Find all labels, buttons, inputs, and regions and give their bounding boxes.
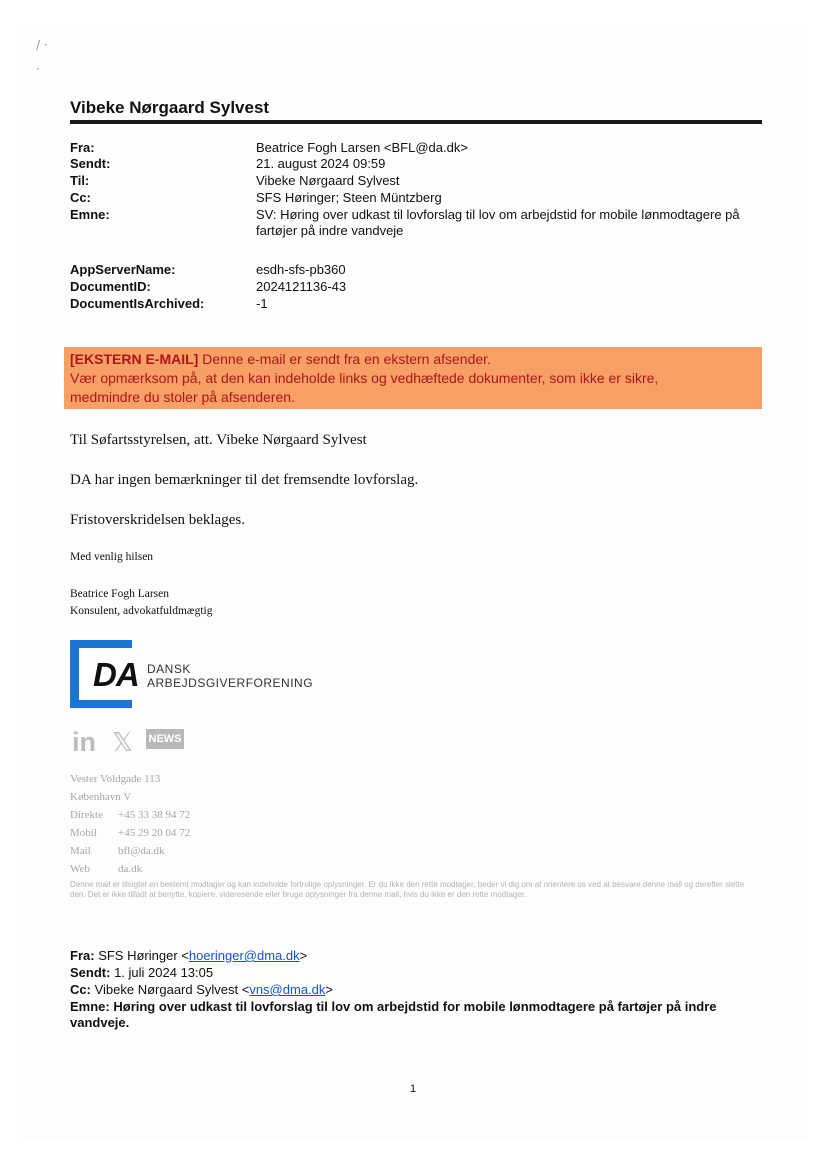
- confidentiality-disclaimer: Denne mail er tilsigtet en bestemt modtager og kan indeholde fortrolige oplysninger. Er du ikke den rette modtager, beder vi dig om at orientere os ved at besvare denne mail og derefter slette den. Det er ikke tilladt at benytte, kopiere, videresende eller bruge oplysninger fra denne mail, hvis du ikke er den rette modtager.: [70, 880, 745, 899]
- contact-label: Mail: [70, 845, 91, 857]
- field-label: DocumentID:: [70, 279, 151, 294]
- body-paragraph: Fristoverskridelsen beklages.: [70, 512, 245, 528]
- external-email-warning: [64, 347, 762, 409]
- contact-direct: [70, 808, 190, 823]
- field-label: AppServerName:: [70, 262, 176, 277]
- field-value: SFS Høringer <: [98, 948, 189, 963]
- field-value: Beatrice Fogh Larsen <BFL@da.dk>: [256, 140, 468, 155]
- logo-bracket: [70, 700, 132, 708]
- field-value: Høring over udkast til lovforslag til lov om arbejdstid for mobile lønmodtagere på fartøjer på indre vandveje.: [70, 999, 717, 1030]
- forwarded-cc: [70, 982, 333, 998]
- da-logo: [70, 640, 140, 708]
- forwarded-subject: [70, 999, 770, 1031]
- field-label: Emne:: [70, 207, 110, 222]
- contact-web: [70, 862, 142, 877]
- contact-value: +45 29 20 04 72: [118, 827, 191, 839]
- field-label: Fra:: [70, 140, 95, 155]
- document-title: Vibeke Nørgaard Sylvest: [70, 98, 270, 117]
- field-label: DocumentIsArchived:: [70, 296, 205, 311]
- field-label: Cc:: [70, 982, 91, 997]
- linkedin-icon[interactable]: in: [72, 727, 96, 757]
- signature-title: Konsulent, advokatfuldmægtig: [70, 605, 213, 617]
- page-number: 1: [410, 1083, 417, 1095]
- logo-bracket: [70, 640, 79, 708]
- org-line: DANSK: [147, 662, 191, 676]
- field-value: Vibeke Nørgaard Sylvest: [256, 173, 400, 188]
- field-value: SFS Høringer; Steen Müntzberg: [256, 190, 442, 205]
- warning-line: Denne e-mail er sendt fra en ekstern afsender.: [198, 351, 491, 367]
- field-label: Sendt:: [70, 965, 111, 980]
- news-icon[interactable]: NEWS: [146, 729, 184, 749]
- field-value: -1: [256, 296, 268, 311]
- contact-web-link[interactable]: da.dk: [118, 863, 143, 875]
- field-label: Sendt:: [70, 156, 111, 171]
- logo-mark: DA: [93, 656, 139, 693]
- warning-tag: [EKSTERN E-MAIL]: [70, 351, 199, 367]
- contact-mail: [70, 844, 164, 859]
- contact-label: Mobil: [70, 827, 97, 839]
- address-line: København V: [70, 791, 132, 803]
- title-divider: [70, 120, 762, 124]
- field-value: 1. juli 2024 13:05: [114, 965, 214, 980]
- contact-label: Web: [70, 863, 90, 875]
- field-value: 21. august 2024 09:59: [256, 156, 386, 171]
- greeting: Til Søfartsstyrelsen, att. Vibeke Nørgaard Sylvest: [70, 432, 367, 448]
- field-value: >: [325, 982, 333, 997]
- field-label: Fra:: [70, 948, 95, 963]
- org-line: ARBEJDSGIVERFORENING: [147, 676, 314, 690]
- signature-name: Beatrice Fogh Larsen: [70, 588, 169, 600]
- x-icon[interactable]: 𝕏: [112, 727, 133, 757]
- field-value: esdh-sfs-pb360: [256, 262, 346, 277]
- forwarded-sent: [70, 965, 213, 981]
- organization-name: [147, 662, 313, 690]
- field-value: >: [299, 948, 308, 963]
- scan-artifact: ·: [36, 62, 40, 76]
- address-line: Vester Voldgade 113: [70, 773, 161, 785]
- email-link[interactable]: vns@dma.dk: [249, 982, 326, 997]
- contact-value: +45 33 38 94 72: [118, 809, 191, 821]
- closing: Med venlig hilsen: [70, 551, 154, 563]
- logo-bracket: [70, 640, 132, 648]
- field-value: Vibeke Nørgaard Sylvest <: [94, 982, 250, 997]
- contact-mobile: [70, 826, 190, 841]
- forwarded-from: [70, 948, 307, 964]
- field-label: Cc:: [70, 190, 91, 205]
- contact-label: Direkte: [70, 809, 103, 821]
- contact-email-link[interactable]: bfl@da.dk: [118, 845, 165, 857]
- warning-line: medmindre du stoler på afsenderen.: [70, 389, 295, 405]
- email-link[interactable]: hoeringer@dma.dk: [188, 948, 300, 963]
- field-value: 2024121136-43: [256, 279, 347, 294]
- body-paragraph: DA har ingen bemærkninger til det fremsendte lovforslag.: [70, 472, 419, 488]
- field-label: Emne:: [70, 999, 110, 1014]
- warning-line: Vær opmærksom på, at den kan indeholde links og vedhæftede dokumenter, som ikke er sikre,: [70, 370, 659, 386]
- field-label: Til:: [70, 173, 90, 188]
- field-value: SV: Høring over udkast til lovforslag til lov om arbejdstid for mobile lønmodtagere på fartøjer på indre vandveje: [256, 207, 740, 238]
- scan-artifact: / ·: [36, 38, 48, 52]
